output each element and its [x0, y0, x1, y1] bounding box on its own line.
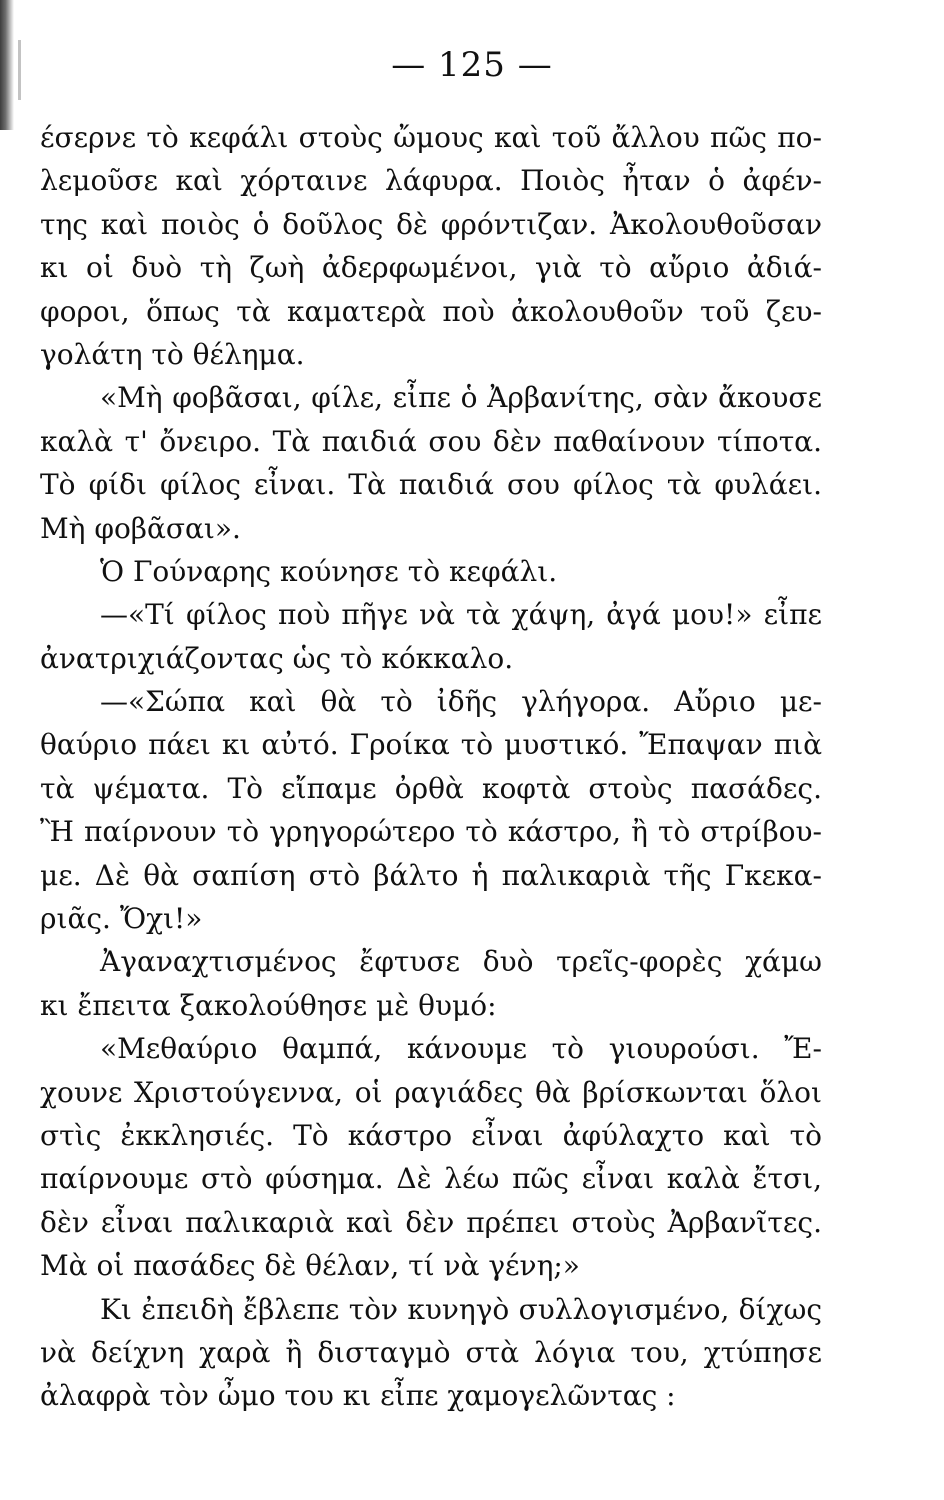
text-line: Ἢ παίρνουν τὸ γρηγορώτερο τὸ κάστρο, ἢ τὸ στρίβου-: [40, 815, 822, 849]
text-line: ἀνατριχιάζοντας ὡς τὸ κόκκαλο.: [40, 641, 514, 675]
text-line: νὰ δείχνη χαρὰ ἢ δισταγμὸ στὰ λόγια του, χτύπησε: [40, 1335, 822, 1369]
text-line: παίρνουμε στὸ φύσημα. Δὲ λέω πῶς εἶναι καλὰ ἔτσι,: [40, 1162, 822, 1196]
text-line: φοροι, ὅπως τὰ καματερὰ ποὺ ἀκολουθοῦν τοῦ ζευ-: [40, 294, 822, 328]
text-line: δὲν εἶναι παλικαριὰ καὶ δὲν πρέπει στοὺς Ἀρβανῖτες.: [40, 1205, 822, 1239]
text-line: της καὶ ποιὸς ὁ δοῦλος δὲ φρόντιζαν. Ἀκολουθοῦσαν: [40, 207, 822, 241]
text-line: —«Τί φίλος ποὺ πῆγε νὰ τὰ χάψη, ἀγά μου!» εἶπε: [100, 598, 822, 632]
text-line: «Μεθαύριο θαμπά, κάνουμε τὸ γιουρούσι. Ἔ-: [100, 1032, 822, 1066]
body-text: [40, 116, 822, 1418]
page-number: — 125 —: [391, 45, 553, 85]
text-line: τὰ ψέματα. Τὸ εἴπαμε ὀρθὰ κοφτὰ στοὺς πασάδες.: [40, 771, 822, 805]
text-line: έσερνε τὸ κεφάλι στοὺς ὤμους καὶ τοῦ ἄλλου πῶς πο-: [40, 121, 822, 154]
text-line: ἀλαφρὰ τὸν ὦμο του κι εἶπε χαμογελῶντας :: [40, 1379, 676, 1413]
text-line: ριᾶς. Ὄχι!»: [40, 902, 203, 936]
text-line: Ὁ Γούναρης κούνησε τὸ κεφάλι.: [100, 554, 558, 588]
text-line: Μὴ φοβᾶσαι».: [40, 511, 241, 545]
text-line: με. Δὲ θὰ σαπίση στὸ βάλτο ἡ παλικαριὰ τῆς Γκεκα-: [40, 858, 822, 892]
text-line: χουνε Χριστούγεννα, οἱ ραγιάδες θὰ βρίσκωνται ὅλοι: [40, 1075, 822, 1109]
text-line: —«Σώπα καὶ θὰ τὸ ἰδῆς γλήγορα. Αὔριο με-: [100, 685, 822, 719]
text-line: Μὰ οἱ πασάδες δὲ θέλαν, τί νὰ γένη;»: [40, 1249, 580, 1283]
text-line: κι οἱ δυὸ τὴ ζωὴ ἀδερφωμένοι, γιὰ τὸ αὔριο ἀδιά-: [40, 251, 822, 285]
text-line: καλὰ τ' ὄνειρο. Τὰ παιδιά σου δὲν παθαίνουν τίποτα.: [40, 424, 822, 458]
text-line: Τὸ φίδι φίλος εἶναι. Τὰ παιδιά σου φίλος τὰ φυλάει.: [40, 468, 822, 502]
text-line: Ἀγαναχτισμένος ἔφτυσε δυὸ τρεῖς-φορὲς χάμω: [100, 945, 822, 979]
text-line: «Μὴ φοβᾶσαι, φίλε, εἶπε ὁ Ἀρβανίτης, σὰν ἄκουσε: [100, 381, 822, 415]
text-line: θαύριο πάει κι αὐτό. Γροίκα τὸ μυστικό. Ἔπαψαν πιὰ: [40, 728, 822, 762]
text-line: κι ἔπειτα ξακολούθησε μὲ θυμό:: [40, 988, 497, 1022]
text-line: λεμοῦσε καὶ χόρταινε λάφυρα. Ποιὸς ἦταν ὁ ἀφέν-: [40, 164, 822, 198]
text-line: στὶς ἐκκλησιές. Τὸ κάστρο εἶναι ἀφύλαχτο καὶ τὸ: [40, 1118, 822, 1152]
text-line: γολάτη τὸ θέλημα.: [40, 337, 305, 371]
text-line: Κι ἐπειδὴ ἔβλεπε τὸν κυνηγὸ συλλογισμένο, δίχως: [100, 1292, 822, 1326]
